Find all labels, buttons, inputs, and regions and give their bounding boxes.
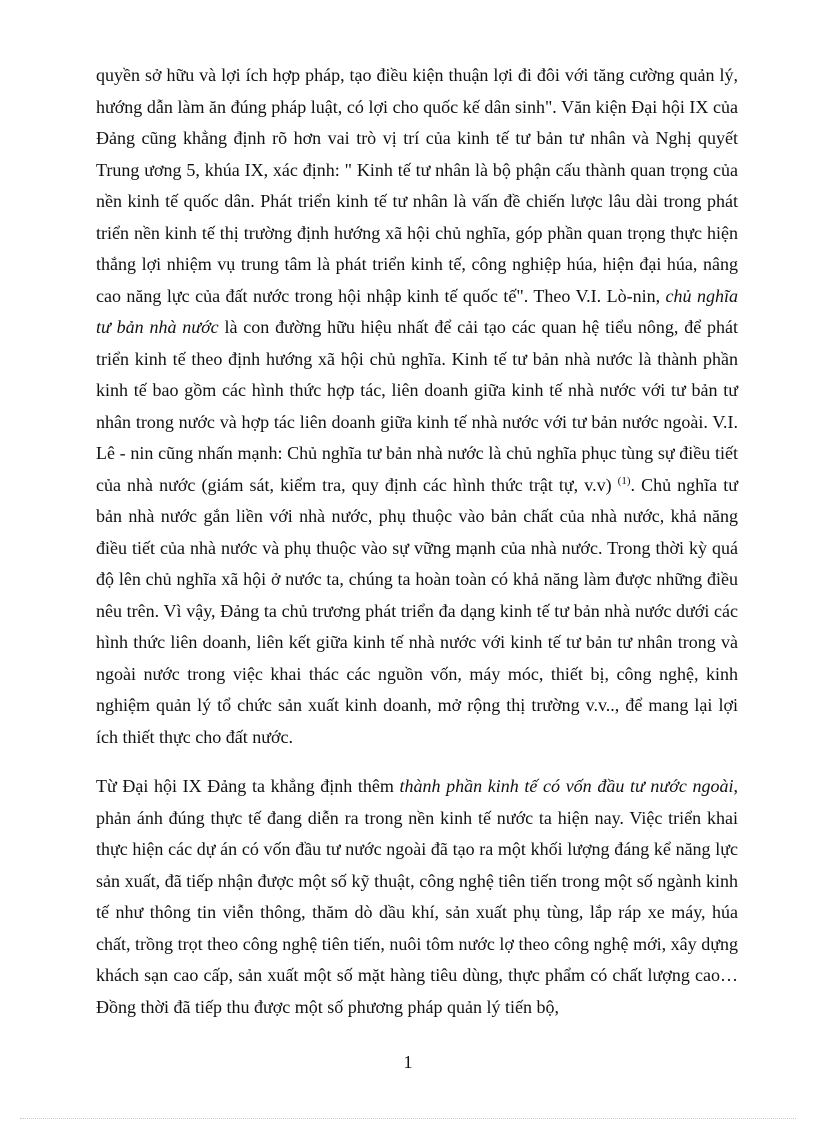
footnote-reference[interactable]: (1) — [617, 474, 631, 487]
body-paragraph-1 — [96, 60, 738, 753]
paragraph-1-text-a: quyền sở hữu và lợi ích hợp pháp, tạo điều kiện thuận lợi đi đôi với tăng cường quản lý, hướng dẫn làm ăn đúng pháp luật, có lợi cho quốc kế dân sinh". Văn kiện Đại hội IX của Đảng cũng khẳng định rõ hơn vai trò vị trí của kinh tế tư bản tư nhân và Nghị quyết Trung ương 5, khúa IX, xác định: " Kinh tế tư nhân là bộ phận cấu thành quan trọng của nền kinh tế quốc dân. Phát triển kinh tế tư nhân là vấn đề chiến lược lâu dài trong phát triển nền kinh tế thị trường định hướng xã hội chủ nghĩa, góp phần quan trọng thực hiện thắng lợi nhiệm vụ trung tâm là phát triển kinh tế, công nghiệp húa, hiện đại húa, nâng cao năng lực của đất nước trong hội nhập kinh tế quốc tế". Theo V.I. Lò-nin, — [96, 65, 738, 306]
paragraph-1-text-c: . Chủ nghĩa tư bản nhà nước gắn liền với nhà nước, phụ thuộc vào bản chất của nhà nước, khả năng điều tiết của nhà nước và phụ thuộc vào sự vững mạnh của nhà nước. Trong thời kỳ quá độ lên chủ nghĩa xã hội ở nước ta, chúng ta hoàn toàn có khả năng làm được những điều nêu trên. Vì vậy, Đảng ta chủ trương phát triển đa dạng kinh tế tư bản nhà nước dưới các hình thức liên doanh, liên kết giữa kinh tế nhà nước với kinh tế tư bản tư nhân trong và ngoài nước trong việc khai thác các nguồn vốn, máy móc, thiết bị, công nghệ, kinh nghiệm quản lý tổ chức sản xuất kinh doanh, mở rộng thị trường v.v.., để mang lại lợi ích thiết thực cho đất nước. — [96, 474, 738, 747]
paragraph-2-text-b: , phản ánh đúng thực tế đang diễn ra trong nền kinh tế nước ta hiện nay. Việc triển khai thực hiện các dự án có vốn đầu tư nước ngoài đã tạo ra một khối lượng đáng kể năng lực sản xuất, đã tiếp nhận được một số kỹ thuật, công nghệ tiên tiến trong một số ngành kinh tế như thông tin viễn thông, thăm dò dầu khí, sản xuất phụ tùng, lắp ráp xe máy, húa chất, trồng trọt theo công nghệ tiên tiến, nuôi tôm nước lợ theo công nghệ mới, xây dựng khách sạn cao cấp, sản xuất một số mặt hàng tiêu dùng, thực phẩm có chất lượng cao… Đồng thời đã tiếp thu được một số phương pháp quản lý tiến bộ, — [96, 776, 738, 1017]
paragraph-2-text-a: Từ Đại hội IX Đảng ta khẳng định thêm — [96, 776, 400, 796]
page-bottom-divider — [20, 1118, 796, 1119]
paragraph-1-text-b: là con đường hữu hiệu nhất để cải tạo các quan hệ tiểu nông, để phát triển kinh tế theo định hướng xã hội chủ nghĩa. Kinh tế tư bản nhà nước là thành phần kinh tế bao gồm các hình thức hợp tác, liên doanh giữa kinh tế nhà nước với tư bản tư nhân trong nước và hợp tác liên doanh giữa kinh tế nhà nước với tư bản nước ngoài. V.I. Lê - nin cũng nhấn mạnh: Chủ nghĩa tư bản nhà nước là chủ nghĩa phục tùng sự điều tiết của nhà nước (giám sát, kiểm tra, quy định các hình thức trật tự, v.v) — [96, 317, 738, 495]
body-paragraph-2 — [96, 771, 738, 1023]
paragraph-2-italic-phrase: thành phần kinh tế có vốn đầu tư nước ngoài — [399, 776, 734, 796]
paragraph-1-italic-phrase: chủ nghĩa tư bản nhà nước — [96, 285, 738, 337]
document-page — [96, 60, 738, 1023]
page-number: 1 — [403, 1052, 413, 1072]
